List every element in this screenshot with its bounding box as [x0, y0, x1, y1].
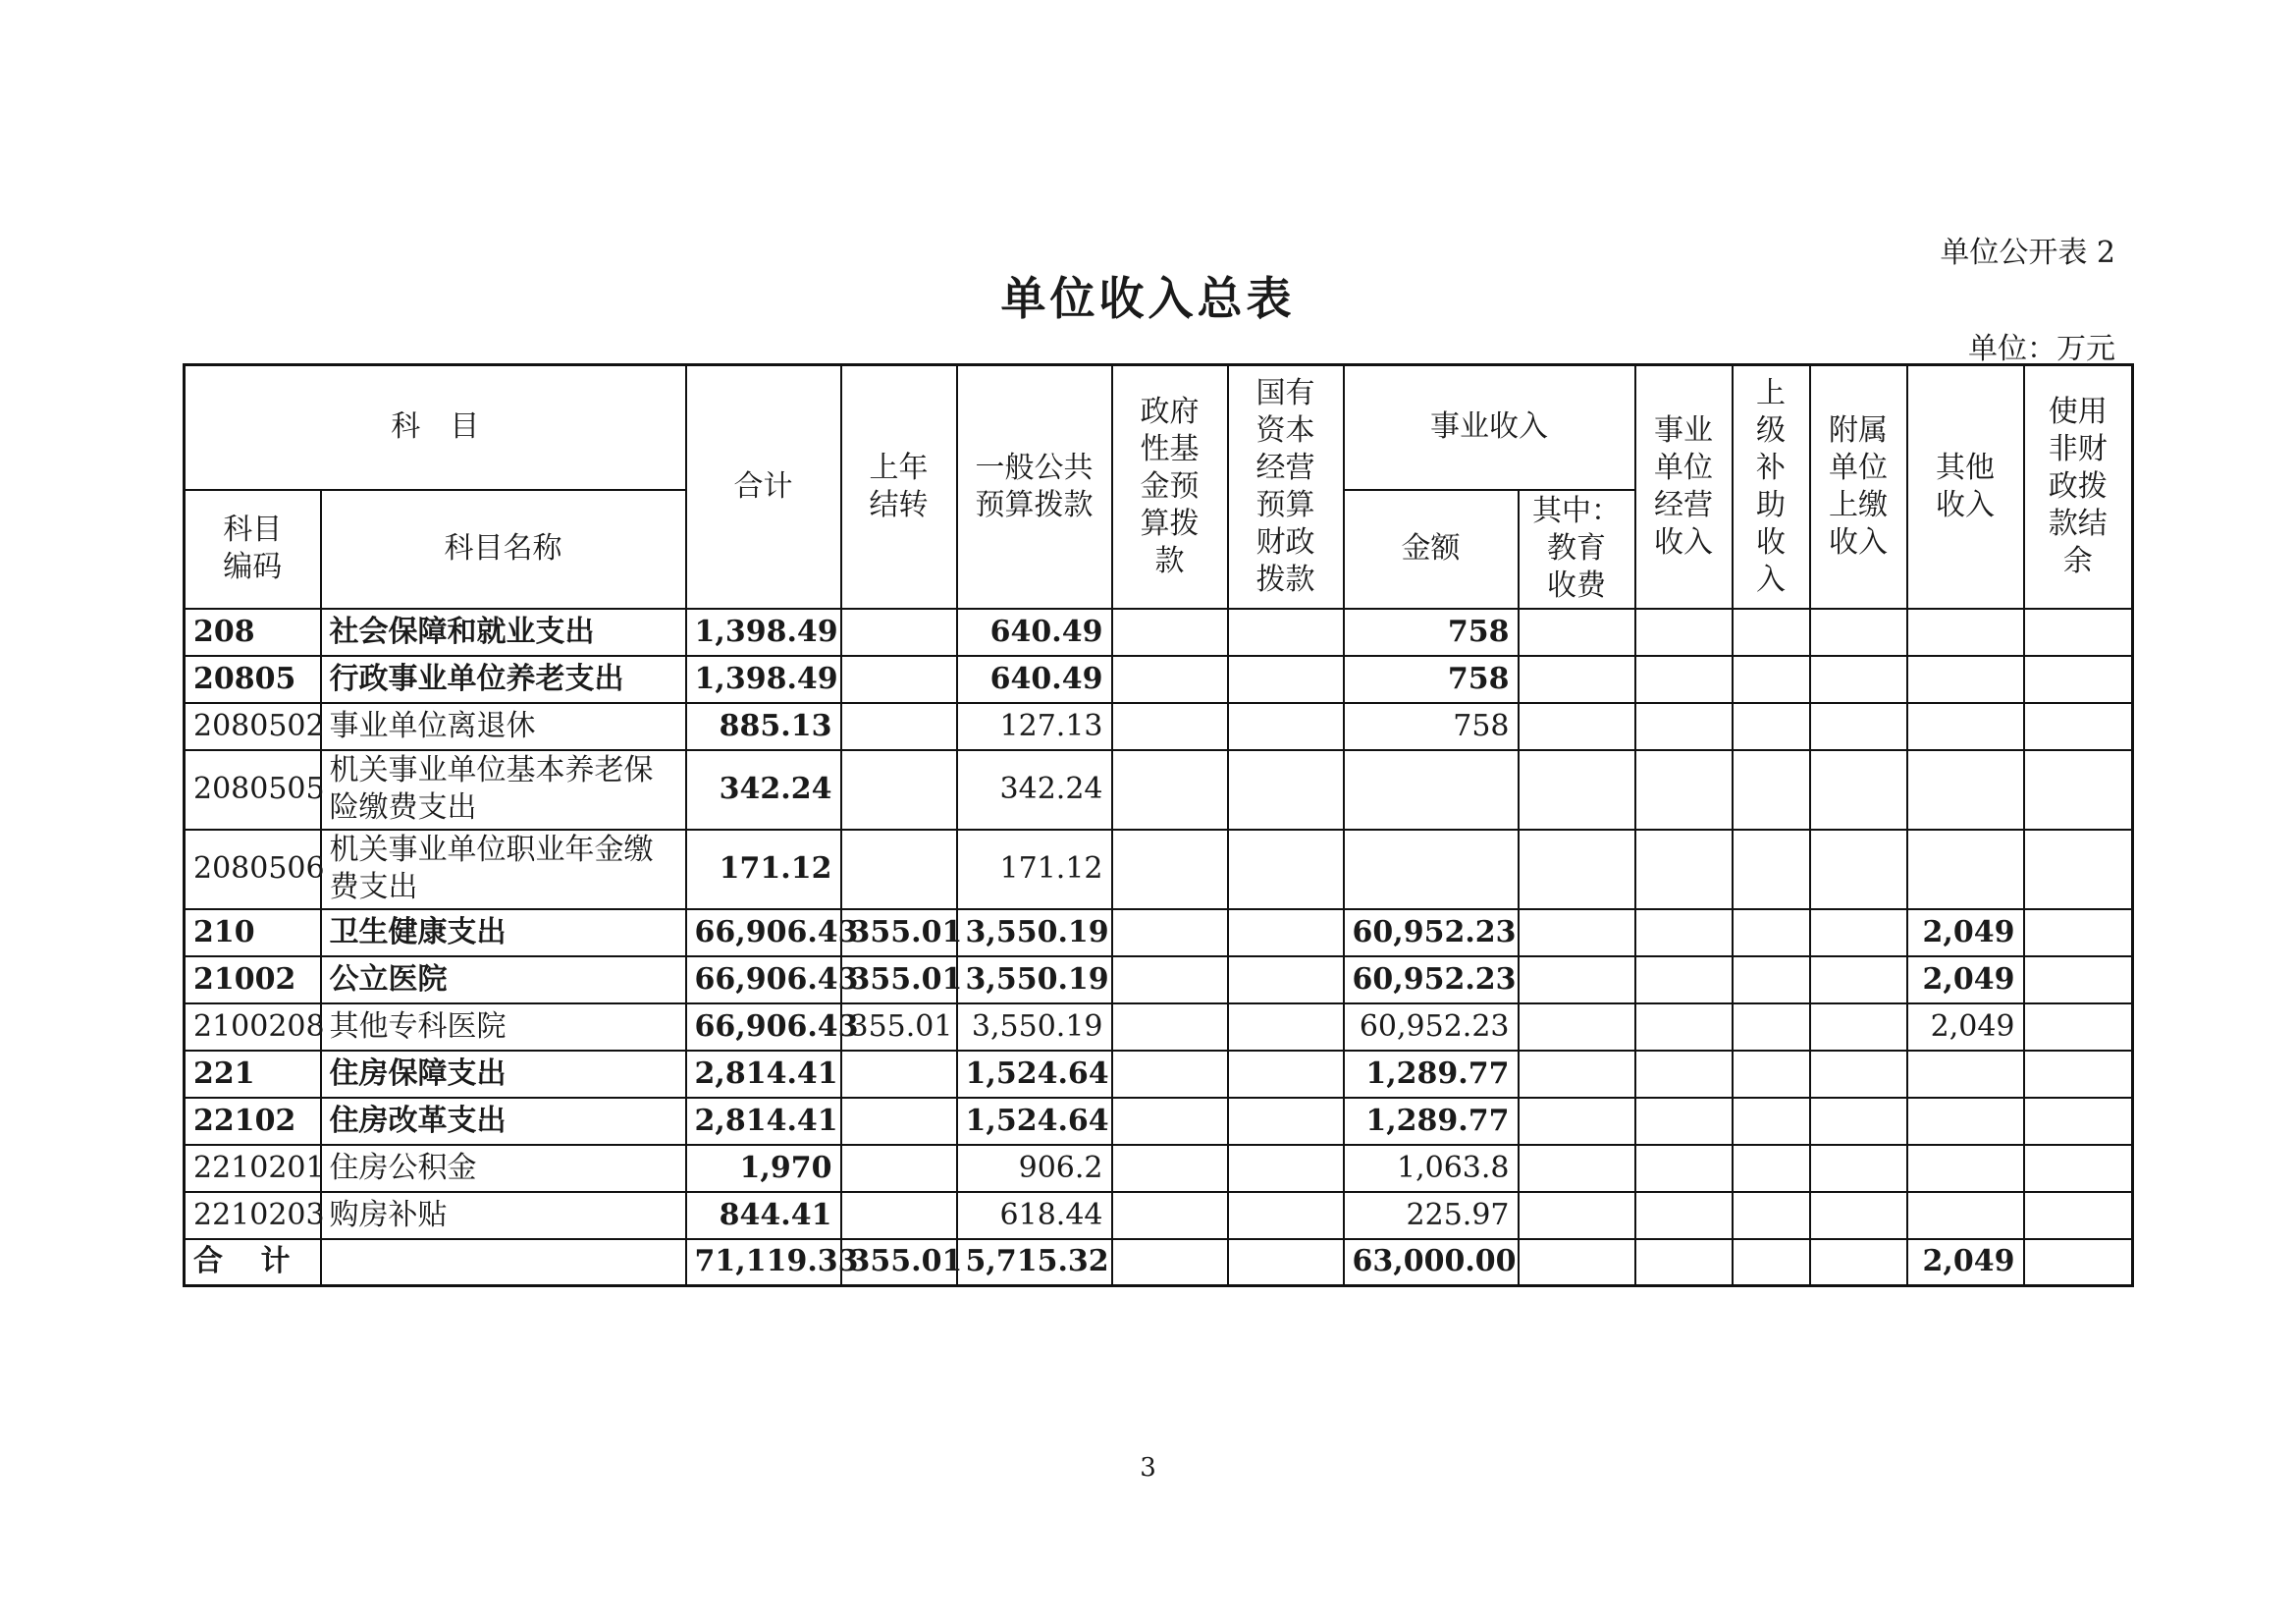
edu-fee-cell — [1519, 1098, 1635, 1145]
non-fiscal-balance-total-cell — [2024, 1239, 2133, 1286]
operating-income-cell — [1635, 750, 1733, 830]
subject-code-cell: 2100208 — [185, 1003, 321, 1051]
edu-fee-cell — [1519, 909, 1635, 956]
general-budget-cell: 1,524.64 — [957, 1051, 1112, 1098]
edu-fee-cell — [1519, 956, 1635, 1003]
table-row — [185, 1003, 2133, 1051]
operating-income-cell — [1635, 609, 1733, 656]
superior-subsidy-cell — [1733, 1192, 1810, 1239]
table-row — [185, 830, 2133, 909]
general-budget-cell: 127.13 — [957, 703, 1112, 750]
total-cell: 885.13 — [686, 703, 841, 750]
amount-cell: 1,063.8 — [1344, 1145, 1519, 1192]
carryover-cell — [841, 656, 957, 703]
header-general-budget-text: 一般公共 预算拨款 — [975, 450, 1094, 522]
affiliated-income-cell — [1810, 830, 1907, 909]
subject-code-cell: 208 — [185, 609, 321, 656]
general-budget-cell: 342.24 — [957, 750, 1112, 830]
carryover-cell — [841, 1051, 957, 1098]
affiliated-income-cell — [1810, 703, 1907, 750]
edu-fee-cell — [1519, 750, 1635, 830]
edu-fee-cell — [1519, 703, 1635, 750]
amount-cell: 1,289.77 — [1344, 1051, 1519, 1098]
gov-fund-cell — [1112, 656, 1228, 703]
state-capital-cell — [1228, 956, 1344, 1003]
carryover-cell: 355.01 — [841, 1003, 957, 1051]
amount-cell: 758 — [1344, 609, 1519, 656]
header-subject-name: 科目名称 — [321, 490, 686, 609]
general-budget-cell: 640.49 — [957, 656, 1112, 703]
amount-total-cell: 63,000.00 — [1344, 1239, 1519, 1286]
operating-income-cell — [1635, 909, 1733, 956]
affiliated-income-total-cell — [1810, 1239, 1907, 1286]
table-row — [185, 703, 2133, 750]
form-number: 单位公开表 2 — [1940, 236, 2115, 270]
subject-code-cell: 2210203 — [185, 1192, 321, 1239]
header-non-fiscal-balance — [2024, 365, 2133, 609]
header-non-fiscal-balance-text: 使用 非财 政拨 款结 余 — [2048, 394, 2108, 578]
operating-income-cell — [1635, 1098, 1733, 1145]
other-income-cell — [1907, 1192, 2024, 1239]
gov-fund-cell — [1112, 750, 1228, 830]
gov-fund-cell — [1112, 1051, 1228, 1098]
table-row — [185, 909, 2133, 956]
amount-cell: 758 — [1344, 703, 1519, 750]
superior-subsidy-cell — [1733, 1145, 1810, 1192]
non-fiscal-balance-cell — [2024, 656, 2133, 703]
general-budget-cell: 1,524.64 — [957, 1098, 1112, 1145]
other-income-cell — [1907, 1051, 2024, 1098]
subject-name-cell: 事业单位离退休 — [321, 703, 686, 750]
edu-fee-cell — [1519, 1051, 1635, 1098]
non-fiscal-balance-cell — [2024, 909, 2133, 956]
header-edu-fee-text: 其中： 教育 收费 — [1532, 494, 1621, 603]
table-row — [185, 1098, 2133, 1145]
header-subject-code — [185, 490, 321, 609]
state-capital-cell — [1228, 609, 1344, 656]
amount-cell: 1,289.77 — [1344, 1098, 1519, 1145]
operating-income-cell — [1635, 656, 1733, 703]
affiliated-income-cell — [1810, 609, 1907, 656]
amount-cell: 60,952.23 — [1344, 909, 1519, 956]
header-affiliated-income-text: 附属 单位 上缴 收入 — [1829, 412, 1888, 560]
subject-code-cell: 2080506 — [185, 830, 321, 909]
operating-income-cell — [1635, 830, 1733, 909]
total-cell: 1,398.49 — [686, 609, 841, 656]
general-budget-cell: 906.2 — [957, 1145, 1112, 1192]
non-fiscal-balance-cell — [2024, 830, 2133, 909]
subject-code-cell: 221 — [185, 1051, 321, 1098]
operating-income-cell — [1635, 1003, 1733, 1051]
amount-cell: 758 — [1344, 656, 1519, 703]
superior-subsidy-cell — [1733, 830, 1810, 909]
amount-cell: 60,952.23 — [1344, 956, 1519, 1003]
header-gov-fund-text: 政府 性基 金预 算拨 款 — [1140, 394, 1200, 578]
general-budget-cell: 618.44 — [957, 1192, 1112, 1239]
table-row — [185, 656, 2133, 703]
header-state-capital — [1228, 365, 1344, 609]
carryover-cell — [841, 609, 957, 656]
other-income-cell — [1907, 656, 2024, 703]
general-budget-cell: 171.12 — [957, 830, 1112, 909]
subject-name-cell: 机关事业单位基本养老保险缴费支出 — [321, 750, 686, 830]
total-cell: 2,814.41 — [686, 1098, 841, 1145]
header-subject-code-text: 科目 编码 — [223, 513, 283, 584]
non-fiscal-balance-cell — [2024, 1145, 2133, 1192]
amount-cell: 225.97 — [1344, 1192, 1519, 1239]
operating-income-cell — [1635, 1051, 1733, 1098]
total-cell: 171.12 — [686, 830, 841, 909]
carryover-cell — [841, 1098, 957, 1145]
carryover-cell — [841, 750, 957, 830]
superior-subsidy-cell — [1733, 1098, 1810, 1145]
page-title: 单位收入总表 — [1000, 272, 1296, 325]
other-income-cell: 2,049 — [1907, 956, 2024, 1003]
state-capital-cell — [1228, 1098, 1344, 1145]
state-capital-cell — [1228, 830, 1344, 909]
superior-subsidy-cell — [1733, 1003, 1810, 1051]
gov-fund-cell — [1112, 1192, 1228, 1239]
subject-code-cell: 210 — [185, 909, 321, 956]
operating-income-total-cell — [1635, 1239, 1733, 1286]
subject-code-cell: 21002 — [185, 956, 321, 1003]
table-row — [185, 1145, 2133, 1192]
other-income-total-cell: 2,049 — [1907, 1239, 2024, 1286]
carryover-cell: 355.01 — [841, 956, 957, 1003]
edu-fee-cell — [1519, 1003, 1635, 1051]
table-row — [185, 1051, 2133, 1098]
state-capital-cell — [1228, 1003, 1344, 1051]
general-budget-cell: 3,550.19 — [957, 956, 1112, 1003]
other-income-cell — [1907, 1098, 2024, 1145]
non-fiscal-balance-cell — [2024, 956, 2133, 1003]
state-capital-cell — [1228, 1051, 1344, 1098]
header-edu-fee — [1519, 490, 1635, 609]
general-budget-cell: 640.49 — [957, 609, 1112, 656]
other-income-cell — [1907, 830, 2024, 909]
total-total-cell: 71,119.33 — [686, 1239, 841, 1286]
subject-name-cell: 公立医院 — [321, 956, 686, 1003]
subject-name-cell: 其他专科医院 — [321, 1003, 686, 1051]
header-carryover-text: 上年 结转 — [869, 450, 929, 522]
header-general-budget — [957, 365, 1112, 609]
carryover-cell — [841, 830, 957, 909]
general-budget-cell: 3,550.19 — [957, 909, 1112, 956]
superior-subsidy-cell — [1733, 656, 1810, 703]
total-cell: 1,970 — [686, 1145, 841, 1192]
gov-fund-total-cell — [1112, 1239, 1228, 1286]
header-superior-subsidy-text: 上 级 补 助 收 入 — [1756, 375, 1786, 597]
subject-name-cell: 机关事业单位职业年金缴费支出 — [321, 830, 686, 909]
header-gov-fund — [1112, 365, 1228, 609]
total-cell: 2,814.41 — [686, 1051, 841, 1098]
total-cell: 1,398.49 — [686, 656, 841, 703]
affiliated-income-cell — [1810, 656, 1907, 703]
header-affiliated-income — [1810, 365, 1907, 609]
non-fiscal-balance-cell — [2024, 1098, 2133, 1145]
general-budget-total-cell: 5,715.32 — [957, 1239, 1112, 1286]
subject-name-cell: 卫生健康支出 — [321, 909, 686, 956]
affiliated-income-cell — [1810, 1145, 1907, 1192]
gov-fund-cell — [1112, 1098, 1228, 1145]
state-capital-cell — [1228, 750, 1344, 830]
carryover-cell — [841, 1145, 957, 1192]
other-income-cell: 2,049 — [1907, 909, 2024, 956]
general-budget-cell: 3,550.19 — [957, 1003, 1112, 1051]
edu-fee-cell — [1519, 1192, 1635, 1239]
subject-name-cell: 行政事业单位养老支出 — [321, 656, 686, 703]
total-cell: 66,906.43 — [686, 956, 841, 1003]
affiliated-income-cell — [1810, 1192, 1907, 1239]
superior-subsidy-cell — [1733, 750, 1810, 830]
header-subject: 科 目 — [185, 365, 686, 490]
header-business-income: 事业收入 — [1344, 365, 1635, 490]
subject-code-cell: 2080505 — [185, 750, 321, 830]
header-total: 合计 — [686, 365, 841, 609]
subject-code-cell: 22102 — [185, 1098, 321, 1145]
non-fiscal-balance-cell — [2024, 1003, 2133, 1051]
operating-income-cell — [1635, 1192, 1733, 1239]
edu-fee-cell — [1519, 609, 1635, 656]
amount-cell — [1344, 830, 1519, 909]
affiliated-income-cell — [1810, 1051, 1907, 1098]
total-cell: 66,906.43 — [686, 909, 841, 956]
carryover-cell — [841, 703, 957, 750]
operating-income-cell — [1635, 956, 1733, 1003]
header-state-capital-text: 国有 资本 经营 预算 财政 拨款 — [1255, 375, 1315, 597]
affiliated-income-cell — [1810, 750, 1907, 830]
gov-fund-cell — [1112, 956, 1228, 1003]
subject-name-cell: 社会保障和就业支出 — [321, 609, 686, 656]
state-capital-total-cell — [1228, 1239, 1344, 1286]
state-capital-cell — [1228, 1145, 1344, 1192]
operating-income-cell — [1635, 1145, 1733, 1192]
income-summary-table — [183, 363, 2134, 1287]
carryover-total-cell: 355.01 — [841, 1239, 957, 1286]
gov-fund-cell — [1112, 830, 1228, 909]
other-income-cell — [1907, 703, 2024, 750]
table-row — [185, 956, 2133, 1003]
gov-fund-cell — [1112, 703, 1228, 750]
affiliated-income-cell — [1810, 909, 1907, 956]
non-fiscal-balance-cell — [2024, 1192, 2133, 1239]
total-row — [185, 1239, 2133, 1286]
table-row — [185, 609, 2133, 656]
superior-subsidy-cell — [1733, 609, 1810, 656]
state-capital-cell — [1228, 1192, 1344, 1239]
superior-subsidy-cell — [1733, 703, 1810, 750]
carryover-cell: 355.01 — [841, 909, 957, 956]
subject-name-cell: 住房改革支出 — [321, 1098, 686, 1145]
edu-fee-cell — [1519, 830, 1635, 909]
subject-code-cell: 2080502 — [185, 703, 321, 750]
table-row — [185, 1192, 2133, 1239]
superior-subsidy-cell — [1733, 909, 1810, 956]
non-fiscal-balance-cell — [2024, 750, 2133, 830]
amount-cell: 60,952.23 — [1344, 1003, 1519, 1051]
header-superior-subsidy — [1733, 365, 1810, 609]
carryover-cell — [841, 1192, 957, 1239]
page-number: 3 — [1140, 1453, 1156, 1483]
edu-fee-cell — [1519, 1145, 1635, 1192]
gov-fund-cell — [1112, 1003, 1228, 1051]
superior-subsidy-cell — [1733, 1051, 1810, 1098]
amount-cell — [1344, 750, 1519, 830]
superior-subsidy-cell — [1733, 956, 1810, 1003]
total-cell: 342.24 — [686, 750, 841, 830]
state-capital-cell — [1228, 703, 1344, 750]
subject-name-cell: 购房补贴 — [321, 1192, 686, 1239]
total-label-cell: 合 计 — [185, 1239, 321, 1286]
header-operating-income — [1635, 365, 1733, 609]
edu-fee-cell — [1519, 656, 1635, 703]
subject-code-cell: 20805 — [185, 656, 321, 703]
non-fiscal-balance-cell — [2024, 609, 2133, 656]
header-amount: 金额 — [1344, 490, 1519, 609]
gov-fund-cell — [1112, 909, 1228, 956]
total-cell: 66,906.43 — [686, 1003, 841, 1051]
state-capital-cell — [1228, 656, 1344, 703]
total-name-cell — [321, 1239, 686, 1286]
table-row — [185, 750, 2133, 830]
other-income-cell: 2,049 — [1907, 1003, 2024, 1051]
subject-name-cell: 住房公积金 — [321, 1145, 686, 1192]
superior-subsidy-total-cell — [1733, 1239, 1810, 1286]
header-carryover — [841, 365, 957, 609]
gov-fund-cell — [1112, 609, 1228, 656]
non-fiscal-balance-cell — [2024, 703, 2133, 750]
other-income-cell — [1907, 609, 2024, 656]
affiliated-income-cell — [1810, 956, 1907, 1003]
edu-fee-total-cell — [1519, 1239, 1635, 1286]
header-other-income-text: 其他 收入 — [1936, 450, 1995, 522]
header-other-income — [1907, 365, 2024, 609]
affiliated-income-cell — [1810, 1098, 1907, 1145]
non-fiscal-balance-cell — [2024, 1051, 2133, 1098]
total-cell: 844.41 — [686, 1192, 841, 1239]
state-capital-cell — [1228, 909, 1344, 956]
other-income-cell — [1907, 750, 2024, 830]
subject-name-cell: 住房保障支出 — [321, 1051, 686, 1098]
affiliated-income-cell — [1810, 1003, 1907, 1051]
other-income-cell — [1907, 1145, 2024, 1192]
header-operating-income-text: 事业 单位 经营 收入 — [1654, 412, 1713, 560]
gov-fund-cell — [1112, 1145, 1228, 1192]
unit-label: 单位：万元 — [1968, 332, 2115, 366]
operating-income-cell — [1635, 703, 1733, 750]
subject-code-cell: 2210201 — [185, 1145, 321, 1192]
